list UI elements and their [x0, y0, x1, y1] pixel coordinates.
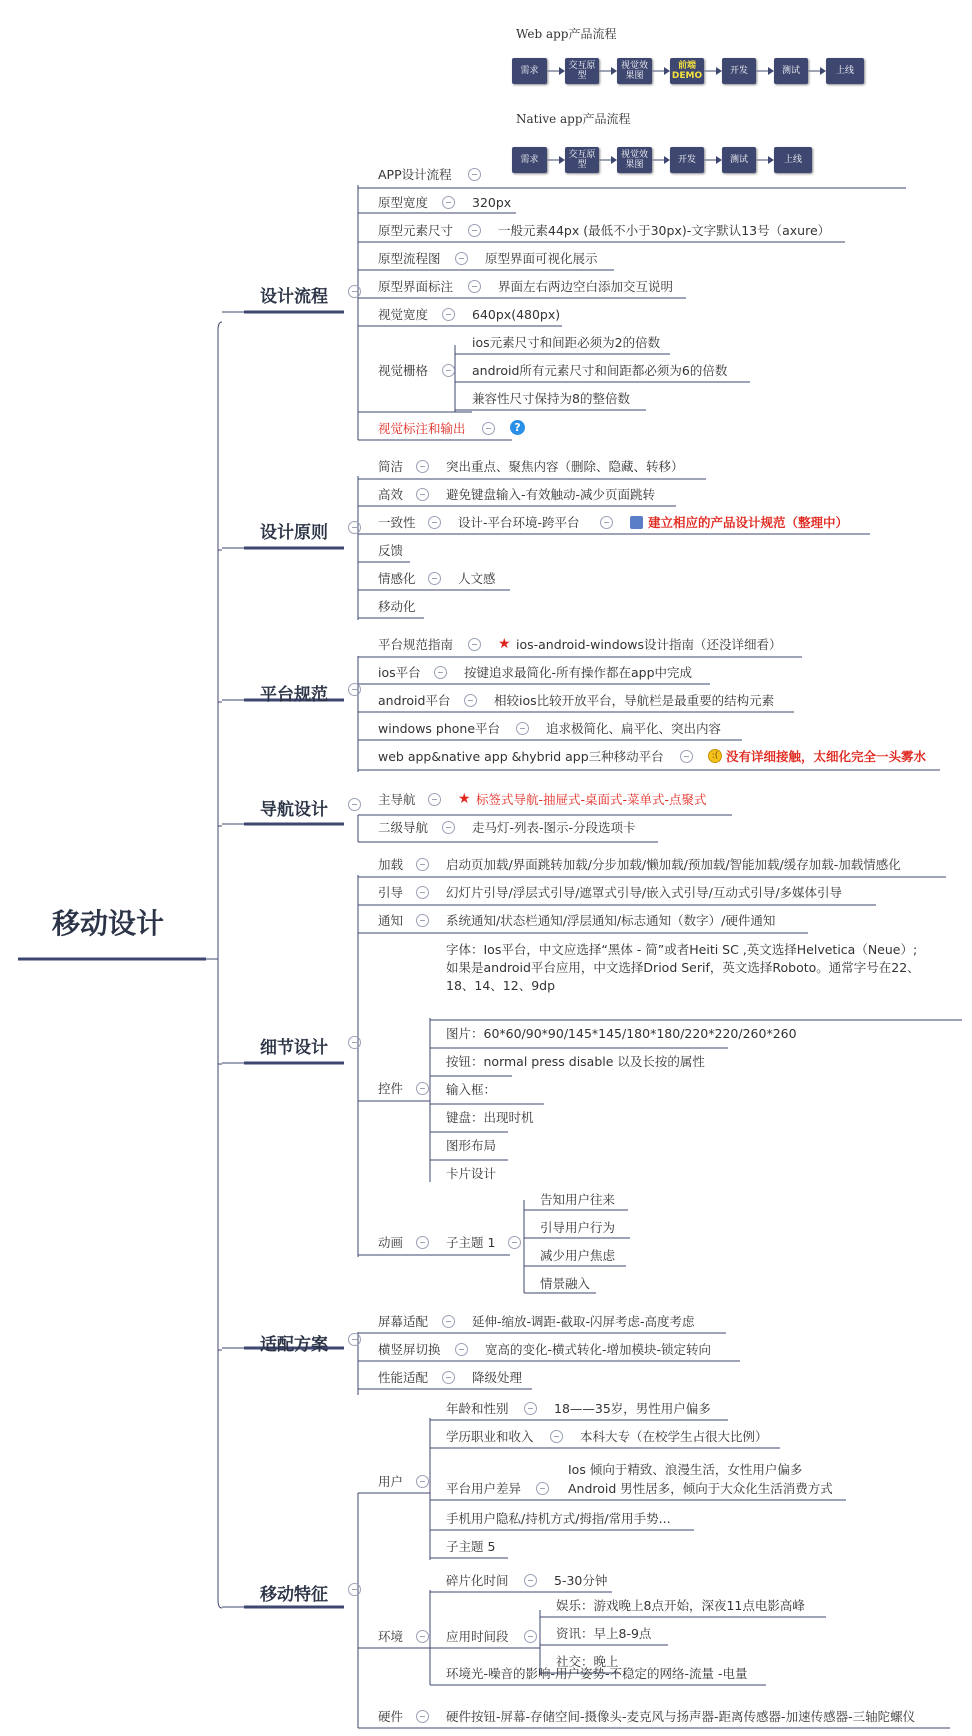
node-vis-width-value[interactable]: 640px(480px) [472, 307, 561, 322]
collapse-icon[interactable] [442, 1371, 455, 1384]
node-hw[interactable]: 硬件 [378, 1709, 404, 1724]
node-apptime-1[interactable]: 娱乐：游戏晚上8点开始，深夜11点电影高峰 [556, 1598, 805, 1613]
node-guide-value[interactable]: ios-android-windows设计指南（还没详细看） [516, 637, 782, 652]
node-app-flow[interactable]: APP设计流程 [378, 167, 452, 182]
node-sub-nav-value[interactable]: 走马灯-列表-图示-分段选项卡 [472, 820, 636, 835]
node-android[interactable]: android平台 [378, 693, 451, 708]
node-perf-value[interactable]: 降级处理 [472, 1370, 523, 1385]
native-step-1: 需求 [512, 147, 547, 173]
node-edu[interactable]: 学历职业和收入 [446, 1429, 534, 1444]
collapse-icon[interactable] [536, 1482, 549, 1495]
collapse-icon[interactable] [468, 638, 481, 651]
node-proto-mark-value[interactable]: 界面左右两边空白添加交互说明 [498, 279, 674, 294]
node-guide[interactable]: 平台规范指南 [378, 637, 454, 652]
web-step-7: 上线 [826, 58, 864, 84]
node-mobile[interactable]: 移动化 [378, 599, 416, 614]
node-sub-nav[interactable]: 二级导航 [378, 820, 429, 835]
star-icon: ★ [498, 636, 511, 652]
node-anim-3[interactable]: 减少用户焦虑 [540, 1248, 616, 1263]
help-icon[interactable]: ? [510, 420, 525, 435]
native-step-2: 交互原型 [565, 147, 599, 173]
native-step-3: 视觉效果图 [617, 147, 652, 173]
node-ios[interactable]: ios平台 [378, 665, 421, 680]
collapse-icon[interactable] [442, 821, 455, 834]
collapse-icon[interactable] [348, 1333, 361, 1346]
node-proto-width-value[interactable]: 320px [472, 195, 512, 210]
node-consistency-note[interactable]: 建立相应的产品设计规范（整理中） [648, 515, 849, 530]
node-proto-width[interactable]: 原型宽度 [378, 195, 429, 210]
node-edu-value[interactable]: 本科大专（在校学生占很大比例） [580, 1429, 768, 1444]
confused-face-icon: :( [708, 749, 722, 763]
native-step-6: 上线 [774, 147, 812, 173]
collapse-icon[interactable] [416, 1710, 429, 1723]
collapse-icon[interactable] [550, 1430, 563, 1443]
node-guide-detail[interactable]: 引导 [378, 885, 404, 900]
root-topic[interactable]: 移动设计 [52, 907, 165, 940]
branch-adapt[interactable]: 适配方案 [260, 1335, 328, 1355]
node-frag[interactable]: 碎片化时间 [446, 1573, 509, 1588]
node-vis-output[interactable]: 视觉标注和输出 [378, 421, 466, 436]
node-privacy[interactable]: 手机用户隐私/持机方式/拇指/常用手势... [446, 1511, 671, 1526]
collapse-icon[interactable] [600, 516, 613, 529]
node-consistency-value[interactable]: 设计-平台环境-跨平台 [458, 515, 580, 530]
node-anim-2[interactable]: 引导用户行为 [540, 1220, 616, 1235]
web-step-5: 开发 [722, 58, 756, 84]
collapse-icon[interactable] [524, 1402, 537, 1415]
collapse-icon[interactable] [348, 1036, 361, 1049]
branch-nav[interactable]: 导航设计 [260, 800, 328, 820]
collapse-icon[interactable] [428, 793, 441, 806]
node-age[interactable]: 年龄和性别 [446, 1401, 509, 1416]
node-anim-sub[interactable]: 子主题 1 [446, 1235, 496, 1250]
node-envlight[interactable]: 环境光-噪音的影响-用户姿势-不稳定的网络-流量 -电量 [446, 1666, 748, 1681]
node-notify[interactable]: 通知 [378, 913, 404, 928]
collapse-icon[interactable] [416, 488, 429, 501]
collapse-icon[interactable] [348, 521, 361, 534]
node-anim[interactable]: 动画 [378, 1235, 404, 1250]
native-flow-title: Native app产品流程 [516, 112, 631, 126]
node-notify-value[interactable]: 系统通知/状态栏通知/浮层通知/标志通知（数字）/硬件通知 [446, 913, 776, 928]
node-control-2[interactable]: 按钮：normal press disable 以及长按的属性 [446, 1054, 705, 1069]
node-emotion-value[interactable]: 人文感 [458, 571, 496, 586]
branch-features[interactable]: 移动特征 [260, 1585, 328, 1605]
node-simple-value[interactable]: 突出重点、聚焦内容（删除、隐藏、转移） [446, 459, 684, 474]
collapse-icon[interactable] [468, 168, 481, 181]
node-load[interactable]: 加载 [378, 857, 404, 872]
collapse-icon[interactable] [434, 666, 447, 679]
branch-design-flow[interactable]: 设计流程 [260, 287, 328, 307]
web-step-2: 交互原型 [565, 58, 599, 84]
collapse-icon[interactable] [416, 1082, 429, 1095]
collapse-icon[interactable] [442, 1315, 455, 1328]
collapse-icon[interactable] [348, 285, 361, 298]
node-proto-elem[interactable]: 原型元素尺寸 [378, 223, 454, 238]
node-proto-elem-value[interactable]: 一般元素44px (最低不小于30px)-文字默认13号（axure） [498, 223, 831, 238]
node-font-1[interactable]: 字体：Ios平台，中文应选择“黑体 - 简”或者Heiti SC ,英文选择Helvetica（Neue）; [446, 942, 918, 957]
node-control-4[interactable]: 键盘：出现时机 [446, 1110, 534, 1125]
node-ios-value[interactable]: 按键追求最简化-所有操作都在app中完成 [464, 665, 693, 680]
node-platdiff-2[interactable]: Android 男性居多，倾向于大众化生活消费方式 [568, 1481, 833, 1496]
collapse-icon[interactable] [416, 886, 429, 899]
node-user[interactable]: 用户 [378, 1474, 404, 1489]
collapse-icon[interactable] [508, 1236, 521, 1249]
node-efficient[interactable]: 高效 [378, 487, 404, 502]
node-apptime-3[interactable]: 社交：晚上 [556, 1654, 619, 1669]
node-control-5[interactable]: 图形布局 [446, 1138, 497, 1153]
collapse-icon[interactable] [680, 750, 693, 763]
node-font-3[interactable]: 18、14、12、9dp [446, 978, 556, 993]
collapse-icon[interactable] [455, 1343, 468, 1356]
native-step-5: 测试 [722, 147, 756, 173]
node-vis-grid-3[interactable]: 兼容性尺寸保持为8的整倍数 [472, 391, 630, 406]
note-icon [630, 516, 643, 529]
node-proto-chart[interactable]: 原型流程图 [378, 251, 441, 266]
node-sub5[interactable]: 子主题 5 [446, 1539, 496, 1554]
node-env[interactable]: 环境 [378, 1629, 404, 1644]
collapse-icon[interactable] [428, 572, 441, 585]
node-load-value[interactable]: 启动页加载/界面跳转加载/分步加载/懒加载/预加载/智能加载/缓存加载-加载情感化 [446, 857, 901, 872]
node-anim-1[interactable]: 告知用户往来 [540, 1192, 616, 1207]
node-wp[interactable]: windows phone平台 [378, 721, 501, 736]
node-android-value[interactable]: 相较ios比较开放平台，导航栏是最重要的结构元素 [494, 693, 775, 708]
collapse-icon[interactable] [524, 1630, 537, 1643]
collapse-icon[interactable] [468, 280, 481, 293]
node-efficient-value[interactable]: 避免键盘输入-有效触动-减少页面跳转 [446, 487, 656, 502]
node-simple[interactable]: 简洁 [378, 459, 404, 474]
collapse-icon[interactable] [442, 308, 455, 321]
collapse-icon[interactable] [442, 364, 455, 377]
node-vis-width[interactable]: 视觉宽度 [378, 307, 429, 322]
web-step-4: 前端DEMO [670, 58, 704, 84]
collapse-icon[interactable] [348, 798, 361, 811]
collapse-icon[interactable] [442, 196, 455, 209]
node-main-nav-value[interactable]: 标签式导航-抽屉式-桌面式-菜单式-点聚式 [476, 792, 707, 807]
node-hw-value[interactable]: 硬件按钮-屏幕-存储空间-摄像头-麦克风与扬声器-距离传感器-加速传感器-三轴陀螺仪 [446, 1709, 916, 1724]
node-frag-value[interactable]: 5-30分钟 [554, 1573, 608, 1588]
branch-detail[interactable]: 细节设计 [260, 1038, 328, 1058]
node-font-2[interactable]: 如果是android平台应用，中文选择Driod Serif，英文选择Roboto。通常字号在22、 [446, 960, 920, 975]
node-guide-detail-value[interactable]: 幻灯片引导/浮层式引导/遮罩式引导/嵌入式引导/互动式引导/多媒体引导 [446, 885, 843, 900]
node-apptime-2[interactable]: 资讯：早上8-9点 [556, 1626, 652, 1641]
node-orient-value[interactable]: 宽高的变化-横式转化-增加模块-锁定转向 [485, 1342, 712, 1357]
collapse-icon[interactable] [416, 460, 429, 473]
web-step-1: 需求 [512, 58, 547, 84]
node-perf[interactable]: 性能适配 [378, 1370, 429, 1385]
node-control-6[interactable]: 卡片设计 [446, 1166, 497, 1181]
node-vis-grid-1[interactable]: ios元素尺寸和间距必须为2的倍数 [472, 335, 661, 350]
node-main-nav[interactable]: 主导航 [378, 792, 416, 807]
web-step-3: 视觉效果图 [617, 58, 652, 84]
collapse-icon[interactable] [416, 1475, 429, 1488]
web-flow-title: Web app产品流程 [516, 27, 617, 41]
collapse-icon[interactable] [416, 858, 429, 871]
node-hybrid[interactable]: web app&native app &hybrid app三种移动平台 [378, 749, 664, 764]
node-platdiff-1[interactable]: Ios 倾向于精致、浪漫生活，女性用户偏多 [568, 1462, 803, 1477]
node-vis-grid[interactable]: 视觉栅格 [378, 363, 429, 378]
node-hybrid-value[interactable]: 没有详细接触，太细化完全一头雾水 [726, 749, 927, 764]
node-anim-4[interactable]: 情景融入 [540, 1276, 591, 1291]
collapse-icon[interactable] [524, 1574, 537, 1587]
branch-principles[interactable]: 设计原则 [260, 523, 328, 543]
collapse-icon[interactable] [416, 914, 429, 927]
collapse-icon[interactable] [416, 1630, 429, 1643]
collapse-icon[interactable] [516, 722, 529, 735]
collapse-icon[interactable] [348, 1583, 361, 1596]
collapse-icon[interactable] [468, 224, 481, 237]
node-screen[interactable]: 屏幕适配 [378, 1314, 429, 1329]
node-platdiff[interactable]: 平台用户差异 [446, 1481, 522, 1496]
node-screen-value[interactable]: 延伸-缩放-调距-截取-闪屏考虑-高度考虑 [472, 1314, 695, 1329]
native-step-4: 开发 [670, 147, 704, 173]
node-feedback[interactable]: 反馈 [378, 543, 404, 558]
collapse-icon[interactable] [428, 516, 441, 529]
node-proto-mark[interactable]: 原型界面标注 [378, 279, 454, 294]
collapse-icon[interactable] [482, 422, 495, 435]
node-emotion[interactable]: 情感化 [378, 571, 416, 586]
node-control-1[interactable]: 图片：60*60/90*90/145*145/180*180/220*220/260*260 [446, 1026, 797, 1041]
node-proto-chart-value[interactable]: 原型界面可视化展示 [485, 251, 598, 266]
node-orient[interactable]: 横竖屏切换 [378, 1342, 441, 1357]
node-age-value[interactable]: 18——35岁，男性用户偏多 [554, 1401, 711, 1416]
node-control-3[interactable]: 输入框： [446, 1082, 497, 1097]
web-step-6: 测试 [774, 58, 808, 84]
star-icon: ★ [458, 791, 471, 807]
node-control[interactable]: 控件 [378, 1081, 404, 1096]
collapse-icon[interactable] [416, 1236, 429, 1249]
node-vis-grid-2[interactable]: android所有元素尺寸和间距都必须为6的倍数 [472, 363, 728, 378]
node-wp-value[interactable]: 追求极简化、扁平化、突出内容 [546, 721, 722, 736]
node-apptime[interactable]: 应用时间段 [446, 1629, 509, 1644]
node-consistency[interactable]: 一致性 [378, 515, 416, 530]
branch-platform[interactable]: 平台规范 [260, 685, 328, 705]
collapse-icon[interactable] [464, 694, 477, 707]
collapse-icon[interactable] [348, 683, 361, 696]
collapse-icon[interactable] [455, 252, 468, 265]
